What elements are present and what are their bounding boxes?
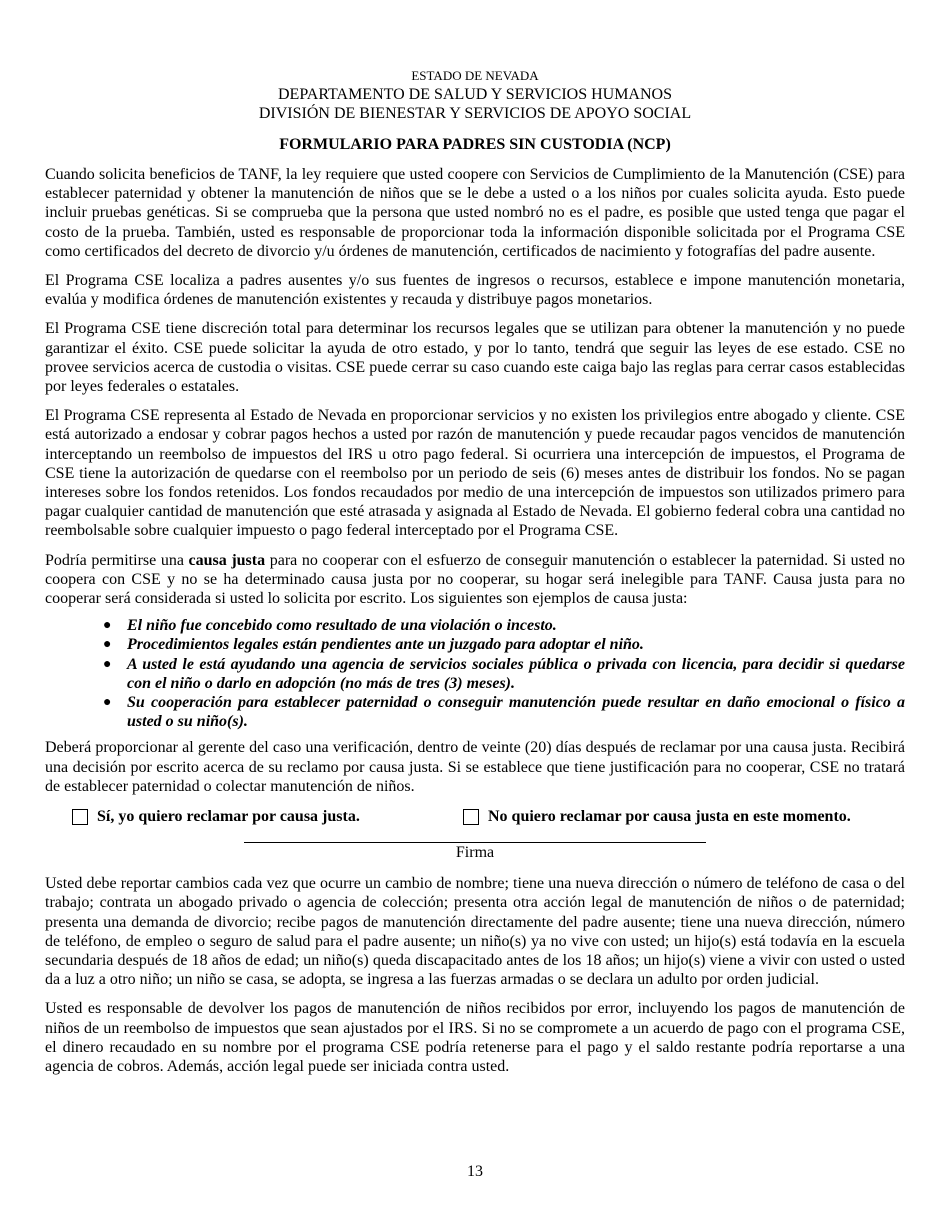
paragraph-cse-discretion: El Programa CSE tiene discreción total para determinar los recursos legales que se utilizan para obtener la manutención y no puede garantizar el éxito. CSE puede solicitar la ayuda de otro estado, y por lo tanto, tendrá que seguir las leyes de ese estado. CSE no provee servicios acerca de custodia o visitas. CSE puede cerrar su caso cuando este caiga bajo las reglas para cerrar casos establecidas por leyes federales o estatales. [45, 320, 905, 396]
bullet-icon: ● [103, 637, 112, 653]
header-state: ESTADO DE NEVADA [411, 68, 539, 83]
decline-good-cause-checkbox[interactable] [463, 809, 479, 825]
list-item [45, 635, 905, 654]
bullet-icon: ● [103, 656, 112, 672]
paragraph-repayment: Usted es responsable de devolver los pagos de manutención de niños recibidos por error, incluyendo los pagos de manutención de niños de un reembolso de impuestos que sean ajustados por el IRS. Si no se compromete a un acuerdo de pago con el programa CSE, el dinero recaudado en su nombre por el programa CSE podría retenerse para el pago y el saldo restante podría reportarse a una agencia de cobros. Además, acción legal puede ser iniciada contra usted. [45, 1000, 905, 1075]
good-cause-choice [45, 806, 905, 828]
decline-good-cause-option[interactable] [463, 806, 851, 828]
claim-good-cause-label: Sí, yo quiero reclamar por causa justa. [97, 808, 360, 826]
claim-good-cause-option[interactable] [72, 806, 463, 828]
bullet-icon: ● [103, 618, 112, 634]
decline-good-cause-label: No quiero reclamar por causa justa en este momento. [488, 808, 851, 826]
claim-good-cause-checkbox[interactable] [72, 809, 88, 825]
paragraph-cse-represents: El Programa CSE representa al Estado de Nevada en proporcionar servicios y no existen los privilegios entre abogado y cliente. CSE está autorizado a endosar y cobrar pagos hechos a usted por razón de manutención y puede recaudar pagos vencidos de manutención interceptando un reembolso de impuestos del IRS u otro pago federal. Si ocurriera una intercepción de impuestos, el Programa de CSE tiene la autorización de quedarse con el reembolso por un periodo de seis (6) meses antes de distribuir los fondos. No se pagan intereses sobre los fondos retenidos. Los fondos recaudados por medio de una intercepción de impuestos son utilizados primero para pagar cualquier cantidad de manutención que esté atrasada y asignada al Estado de Nevada. El gobierno federal cobra una cantidad no reembolsable sobre cualquier impuesto o pago federal interceptado por el Programa CSE. [45, 407, 905, 540]
form-title: FORMULARIO PARA PADRES SIN CUSTODIA (NCP) [279, 136, 671, 153]
paragraph-good-cause [45, 551, 905, 609]
good-cause-examples-list [45, 616, 905, 731]
document-page [45, 66, 905, 1086]
list-item [45, 616, 905, 635]
bullet-icon: ● [103, 695, 112, 711]
header-division: DIVISIÓN DE BIENESTAR Y SERVICIOS DE APOYO SOCIAL [258, 105, 692, 122]
paragraph-report-changes: Usted debe reportar cambios cada vez que ocurre un cambio de nombre; tiene una nueva dirección o número de teléfono de casa o del trabajo; contrata un abogado privado o agencia de colección; presenta otra acción legal de manutención de niños o de paternidad; presenta una demanda de divorcio; recibe pagos de manutención directamente del padre ausente; tiene una nueva dirección, número de teléfono, de empleo o seguro de salud para el padre ausente; un niño(s) ya no vive con usted; un hijo(s) está todavía en la escuela secundaria después de 18 años de edad; un niño(s) queda discapacitado antes de los 18 años; un hijo(s) viene a vivir con usted o usted da a luz a otro niño; un niño se casa, se adopta, se ingresa a las fuerzas armadas o se declara un adulto por orden judicial. [45, 875, 905, 989]
paragraph-tanf-cooperation: Cuando solicita beneficios de TANF, la ley requiere que usted coopere con Servicios de Cumplimiento de la Manutención (CSE) para establecer paternidad y obtener la manutención de niños que se le debe a usted o a los niños por cuales solicita ayuda. Esto puede incluir pruebas genéticas. Si se comprueba que la persona que usted nombró no es el padre, es posible que usted tenga que pagar el costo de la prueba. También, usted es responsable de proporcionar toda la información disponible solicitada por el Programa CSE como certificados del decreto de divorcio y/u órdenes de manutención, certificados de nacimiento y fotografías del padre ausente. [45, 166, 905, 260]
good-cause-text-after: para no cooperar con el esfuerzo de conseguir manutención o establecer la paternidad. Si usted no coopera con CSE y no se ha determinado causa justa por no cooperar, su hogar será inelegible para TANF. Causa justa para no cooperar será considerada si usted lo solicita por escrito. Los siguientes son ejemplos de causa justa: [45, 551, 905, 608]
bullet-text: A usted le está ayudando una agencia de servicios sociales pública o privada con licencia, para decidir si quedarse con el niño o darlo en adopción (no más de tres (3) meses). [127, 655, 905, 692]
good-cause-term: causa justa [188, 551, 266, 569]
bullet-text: Procedimientos legales están pendientes ante un juzgado para adoptar el niño. [127, 636, 644, 654]
bullet-text: El niño fue concebido como resultado de una violación o incesto. [127, 617, 557, 635]
good-cause-text-before: Podría permitirse una [45, 551, 189, 569]
header-department: DEPARTAMENTO DE SALUD Y SERVICIOS HUMANOS [278, 86, 672, 103]
paragraph-cse-locates: El Programa CSE localiza a padres ausentes y/o sus fuentes de ingresos o recursos, establece e impone manutención monetaria, evalúa y modifica órdenes de manutención existentes y recauda y distribuye pagos monetarios. [45, 272, 905, 309]
page-number: 13 [467, 1163, 483, 1180]
bullet-text: Su cooperación para establecer paternidad o conseguir manutención puede resultar en daño emocional o físico a usted o su niño(s). [127, 694, 905, 731]
signature-line[interactable] [244, 842, 706, 843]
document-header [45, 66, 905, 123]
paragraph-verification: Deberá proporcionar al gerente del caso una verificación, dentro de veinte (20) días después de reclamar por una causa justa. Recibirá una decisión por escrito acerca de su reclamo por causa justa. Si se establece que tiene justificación para no cooperar, CSE no tratará de establecer paternidad o colectar manutención de niños. [45, 739, 905, 795]
signature-label: Firma [455, 844, 495, 862]
list-item [45, 693, 905, 731]
list-item [45, 655, 905, 693]
